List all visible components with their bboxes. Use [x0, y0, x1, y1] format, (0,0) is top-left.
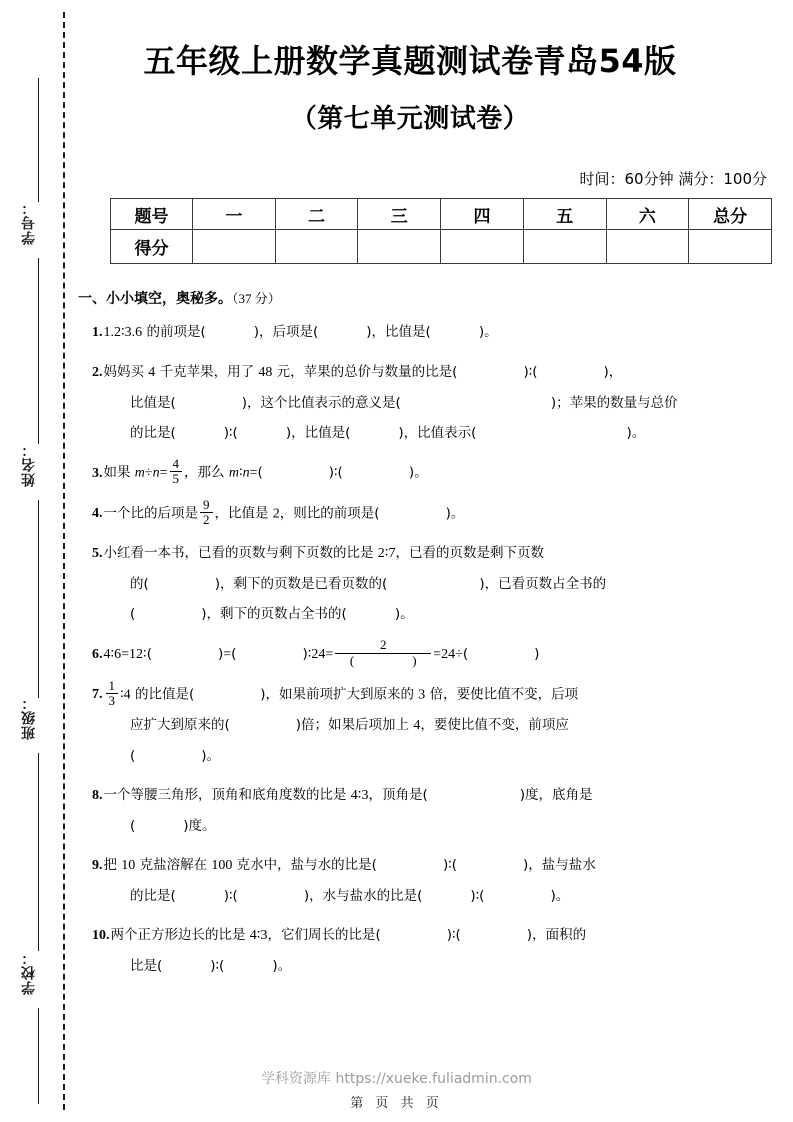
page-subtitle: （第七单元测试卷）: [290, 104, 530, 134]
question-8: 8.一个等腰三角形，顶角和底角度数的比是 4∶3，顶角是( )度，底角是 ( )度。: [92, 787, 593, 835]
question-2: 2.妈妈买 4 千克苹果，用了 48 元，苹果的总价与数量的比是( )∶( )， 比值是( )，这个比值表示的意义是( )；苹果的数量与总价 的比是( )∶( )，比值是( )，比值表示( )。: [92, 364, 678, 441]
question-9: 9.把 10 克盐溶解在 100 克水中，盐与水的比是( )∶( )，盐与盐水 的比是( )∶( )，水与盐水的比是( )∶( )。: [92, 857, 596, 905]
score-cell-5[interactable]: [523, 230, 606, 264]
question-2-number: 2.: [92, 365, 103, 380]
question-3-number: 3.: [92, 465, 103, 481]
margin-label-school: 学校：: [21, 950, 37, 995]
score-cell-total[interactable]: [689, 230, 772, 264]
fraction-1-over-3: $\frac{1}{3}$: [106, 679, 119, 708]
page-number-footer: 第 页 共 页: [350, 1096, 443, 1111]
score-table: [110, 198, 772, 264]
page-title: 五年级上册数学真题测试卷青岛54版: [143, 42, 677, 80]
section-points: （37 分）: [232, 291, 281, 306]
question-6: 6.4∶6=12∶( )=( )∶24= $\frac{2}{( )}$ =24÷( ): [92, 637, 540, 668]
question-9-number: 9.: [92, 858, 103, 874]
score-cell-2[interactable]: [275, 230, 358, 264]
margin-label-class: 班级：: [21, 695, 37, 740]
exam-meta-info: 时间：60分钟 满分：100分: [579, 170, 767, 188]
question-6-number: 6.: [92, 646, 103, 662]
score-table-col-6: 六: [606, 199, 689, 230]
question-8-number: 8.: [92, 788, 103, 804]
question-3: 3.如果 m÷n= $\frac{4}{5}$ ，那么 m∶n=( )∶( )。: [92, 456, 428, 487]
question-4-number: 4.: [92, 506, 103, 522]
table-row-scores: [111, 230, 772, 264]
margin-label-name: 姓名：: [21, 442, 37, 487]
fraction-4-over-5: $\frac{4}{5}$: [170, 457, 183, 486]
question-1-number: 1.: [92, 325, 103, 340]
score-table-col-3: 三: [358, 199, 441, 230]
question-5-number: 5.: [92, 546, 103, 562]
margin-dashed-fold-line: [63, 12, 65, 1110]
margin-rule-segment-5: [38, 1008, 39, 1104]
question-1: 1.1.2∶3.6 的前项是( )，后项是( )，比值是( )。: [92, 324, 498, 340]
table-row-question-numbers: [111, 199, 772, 230]
question-10-number: 10.: [92, 928, 110, 944]
score-cell-3[interactable]: [358, 230, 441, 264]
score-table-col-total: 总分: [689, 199, 772, 230]
watermark-source: 学科资源库 https://xueke.fuliadmin.com: [261, 1071, 532, 1087]
margin-rule-segment-1: [38, 78, 39, 202]
score-cell-6[interactable]: [606, 230, 689, 264]
fraction-2-over-blank: $\frac{2}{( )}$: [335, 638, 431, 669]
score-table-col-5: 五: [523, 199, 606, 230]
margin-rule-segment-2: [38, 258, 39, 444]
section-heading-text: 一、小小填空，奥秘多。: [78, 291, 232, 307]
score-table-col-4: 四: [441, 199, 524, 230]
score-cell-1[interactable]: [193, 230, 276, 264]
question-7: 7. $\frac{1}{3}$ ∶4 的比值是( )，如果前项扩大到原来的 3 倍，要使比值不变，后项 应扩大到原来的( )倍；如果后项加上 4，要使比值不变，前项应 ( )。: [92, 677, 579, 765]
margin-rule-segment-4: [38, 753, 39, 951]
margin-label-student-id: 学号：: [21, 200, 37, 245]
section-heading-fill-in-blanks: [78, 288, 778, 308]
fraction-9-over-2: $\frac{9}{2}$: [200, 498, 213, 527]
score-table-col-2: 二: [275, 199, 358, 230]
score-table-row-label-question: 题号: [111, 199, 193, 230]
question-7-number: 7.: [92, 687, 103, 703]
score-table-col-1: 一: [193, 199, 276, 230]
score-cell-4[interactable]: [441, 230, 524, 264]
question-4: 4.一个比的后项是 $\frac{9}{2}$ ，比值是 2，则比的前项是( )。: [92, 496, 465, 527]
exam-body: [78, 288, 778, 990]
margin-rule-segment-3: [38, 500, 39, 698]
score-table-row-label-score: 得分: [111, 230, 193, 264]
question-10: 10.两个正方形边长的比是 4∶3，它们周长的比是( )∶( )，面积的 比是( )∶( )。: [92, 927, 587, 975]
question-5: 5.小红看一本书，已看的页数与剩下页数的比是 2∶7，已看的页数是剩下页数 的( )，剩下的页数是已看页数的( )，已看页数占全书的 ( )，剩下的页数占全书的( )。: [92, 545, 607, 623]
